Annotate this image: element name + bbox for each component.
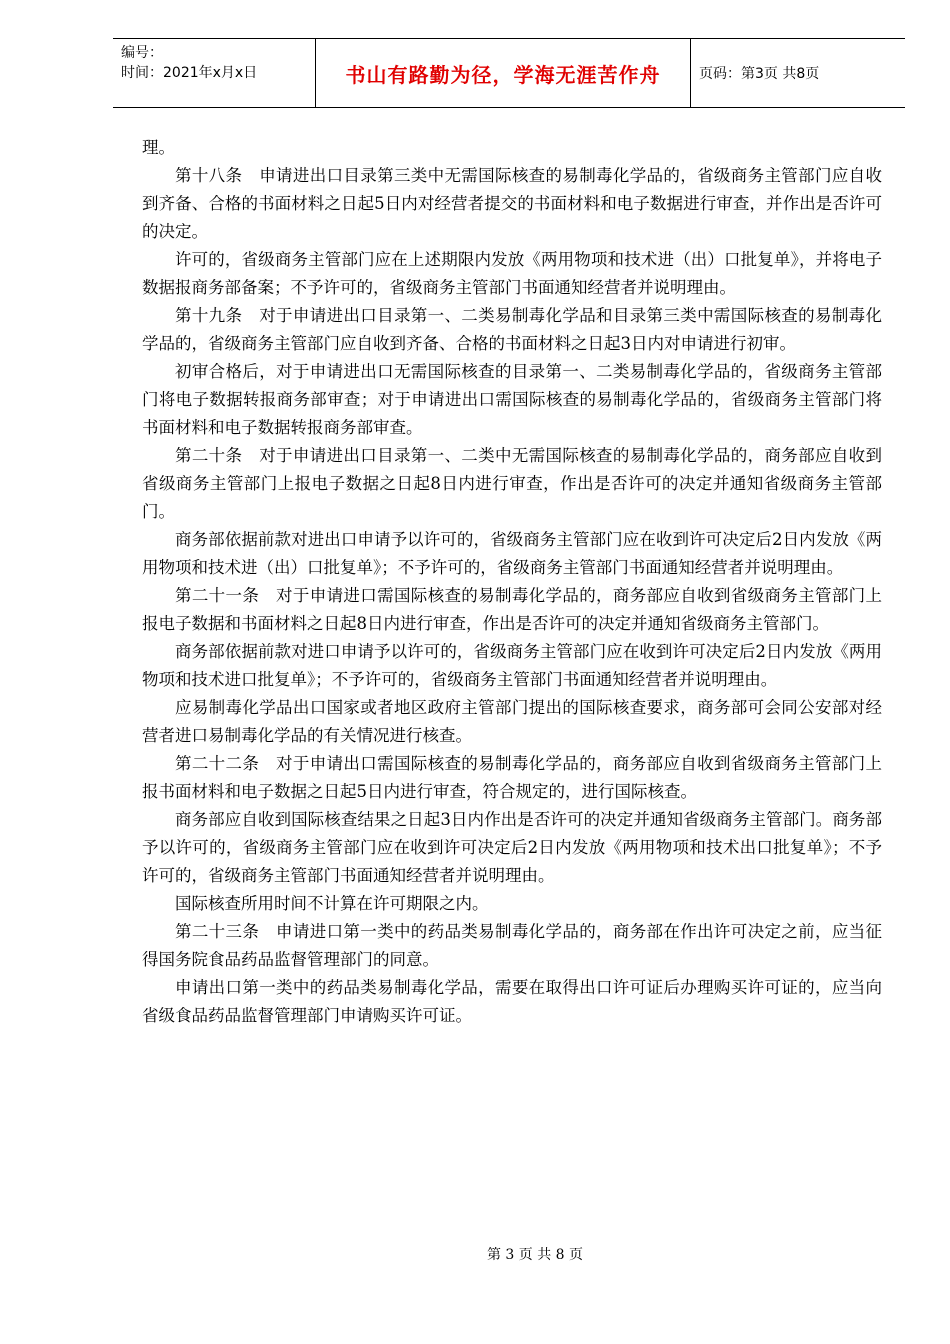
paragraph: 第十八条 申请进出口目录第三类中无需国际核查的易制毒化学品的，省级商务主管部门应自收到齐备、合格的书面材料之日起5日内对经营者提交的书面材料和电子数据进行审查，并作出是否许可的决定。 [142, 166, 882, 241]
time-label: 时间：2021年x月x日 [121, 65, 258, 81]
paragraph: 第二十条 对于申请进出口目录第一、二类中无需国际核查的易制毒化学品的，商务部应自收到省级商务主管部门上报电子数据之日起8日内进行审查，作出是否许可的决定并通知省级商务主管部门。 [142, 446, 882, 521]
paragraph: 第二十一条 对于申请进口需国际核查的易制毒化学品的，商务部应自收到省级商务主管部门上报电子数据和书面材料之日起8日内进行审查，作出是否许可的决定并通知省级商务主管部门。 [142, 586, 882, 633]
paragraph: 第二十三条 申请进口第一类中的药品类易制毒化学品的，商务部在作出许可决定之前，应当征得国务院食品药品监督管理部门的同意。 [142, 922, 882, 969]
paragraph: 初审合格后，对于申请进出口无需国际核查的目录第一、二类易制毒化学品的，省级商务主管部门将电子数据转报商务部审查；对于申请进出口需国际核查的易制毒化学品的，省级商务主管部门将书面材料和电子数据转报商务部审查。 [142, 362, 882, 437]
paragraph: 许可的，省级商务主管部门应在上述期限内发放《两用物项和技术进（出）口批复单》，并将电子数据报商务部备案；不予许可的，省级商务主管部门书面通知经营者并说明理由。 [142, 250, 882, 297]
paragraph: 应易制毒化学品出口国家或者地区政府主管部门提出的国际核查要求，商务部可会同公安部对经营者进口易制毒化学品的有关情况进行核查。 [142, 698, 882, 745]
paragraph: 理。 [142, 138, 175, 157]
number-label: 编号： [121, 45, 163, 61]
paragraph: 第十九条 对于申请进出口目录第一、二类易制毒化学品和目录第三类中需国际核查的易制毒化学品的，省级商务主管部门应自收到齐备、合格的书面材料之日起3日内对申请进行初审。 [142, 306, 882, 353]
header-page-info: 页码：第3页 共8页 [699, 66, 820, 82]
page-footer: 第 3 页 共 8 页 [486, 1247, 584, 1263]
paragraph: 商务部依据前款对进出口申请予以许可的，省级商务主管部门应在收到许可决定后2日内发放《两用物项和技术进（出）口批复单》；不予许可的，省级商务主管部门书面通知经营者并说明理由。 [142, 530, 882, 577]
document-header [113, 38, 905, 108]
document-body [142, 134, 882, 1030]
paragraph: 商务部应自收到国际核查结果之日起3日内作出是否许可的决定并通知省级商务主管部门。商务部予以许可的，省级商务主管部门应在收到许可决定后2日内发放《两用物项和技术出口批复单》；不予许可的，省级商务主管部门书面通知经营者并说明理由。 [142, 810, 882, 885]
paragraph: 国际核查所用时间不计算在许可期限之内。 [175, 894, 489, 913]
paragraph: 商务部依据前款对进口申请予以许可的，省级商务主管部门应在收到许可决定后2日内发放《两用物项和技术进口批复单》；不予许可的，省级商务主管部门书面通知经营者并说明理由。 [142, 642, 882, 689]
paragraph: 第二十二条 对于申请出口需国际核查的易制毒化学品的，商务部应自收到省级商务主管部门上报书面材料和电子数据之日起5日内进行审查，符合规定的，进行国际核查。 [142, 754, 882, 801]
header-motto: 书山有路勤为径，学海无涯苦作舟 [316, 39, 691, 107]
paragraph: 申请出口第一类中的药品类易制毒化学品，需要在取得出口许可证后办理购买许可证的，应当向省级食品药品监督管理部门申请购买许可证。 [142, 978, 882, 1025]
header-meta [113, 39, 316, 107]
